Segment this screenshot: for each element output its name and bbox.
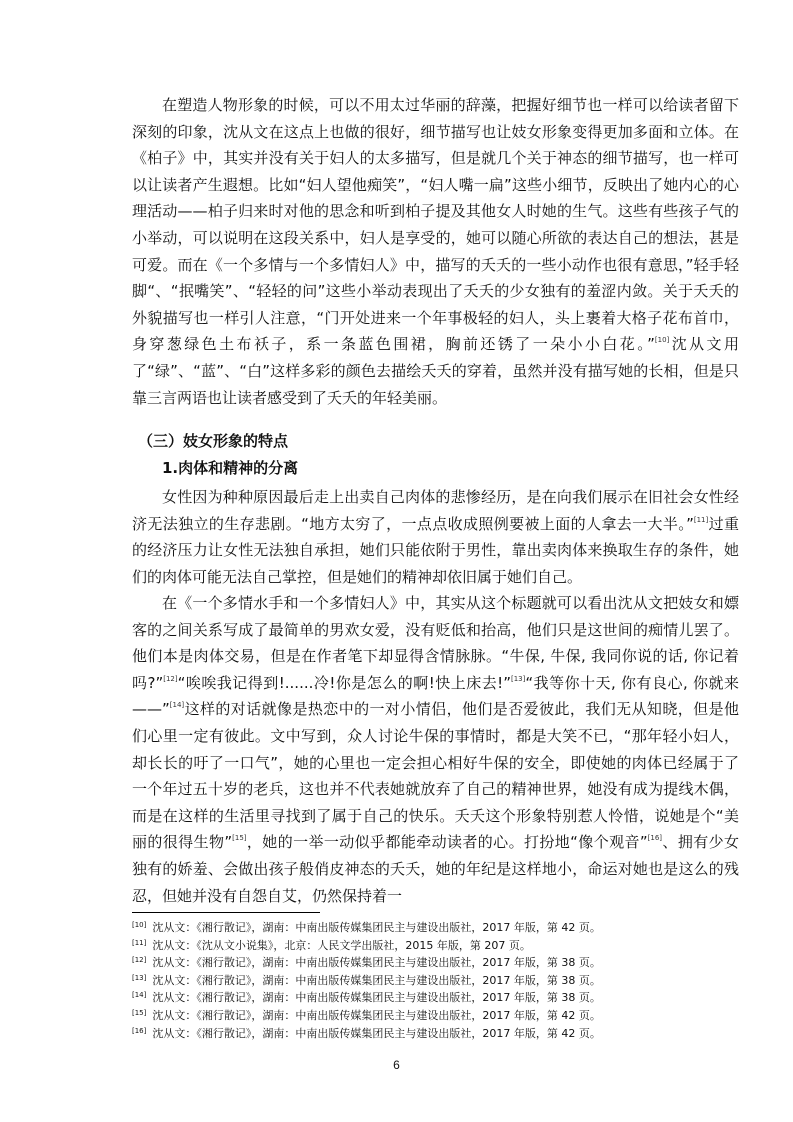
footnote-item bbox=[132, 918, 739, 936]
footnote-ref: [12] bbox=[163, 674, 178, 683]
subsection-heading: 1.肉体和精神的分离 bbox=[162, 459, 299, 477]
footnote-text: 沈从文：《湘行散记》，湖南：中南出版传媒集团民主与建设出版社，2017 年版，第 42 页。 bbox=[152, 1026, 601, 1040]
footnote-ref: [10] bbox=[654, 336, 670, 345]
footnote-ref: [11] bbox=[693, 515, 709, 524]
paragraph-text: 过重的经济压力让女性无法独自承担，她们只能依附于男性，靠出卖肉体来换取生存的条件，她们的肉体可能无法自己掌控，但是她们的精神却依旧属于她们自己。 bbox=[132, 514, 739, 586]
body-paragraph-3 bbox=[132, 590, 739, 909]
footnote-ref: [14] bbox=[169, 701, 185, 710]
footnote-ref: [15] bbox=[232, 834, 247, 843]
footnote-item bbox=[132, 988, 739, 1006]
footnote-number: [14] bbox=[132, 991, 147, 1000]
footnote-text: 沈从文：《湘行散记》，湖南：中南出版传媒集团民主与建设出版社，2017 年版，第 38 页。 bbox=[152, 973, 601, 987]
footnote-number: [15] bbox=[132, 1008, 147, 1017]
footnote-text: 沈从文：《湘行散记》，湖南：中南出版传媒集团民主与建设出版社，2017 年版，第 42 页。 bbox=[152, 921, 601, 934]
section-heading: （三）妓女形象的特点 bbox=[138, 432, 289, 450]
footnote-ref: [16] bbox=[647, 834, 663, 843]
paragraph-text: 在《一个多情水手和一个多情妇人》中，其实从这个标题就可以看出沈从文把妓女和嫖客的之间关系写成了最简单的男欢女爱，没有贬低和抬高，他们只是这世间的痴情儿罢了。他们本是肉体交易，但是在作者笔下却显得含情脉脉。“牛保, 牛保, 我同你说的话, 你记着吗?” bbox=[132, 594, 739, 692]
footnote-text: 沈从文：《湘行散记》，湖南：中南出版传媒集团民主与建设出版社，2017 年版，第 38 页。 bbox=[152, 956, 601, 970]
footnote-text: 沈从文：《湘行散记》，湖南：中南出版传媒集团民主与建设出版社，2017 年版，第 38 页。 bbox=[152, 991, 601, 1005]
footnote-text: 沈从文：《湘行散记》，湖南：中南出版传媒集团民主与建设出版社，2017 年版，第 42 页。 bbox=[152, 1008, 601, 1022]
footnote-separator bbox=[132, 912, 320, 913]
footnote-number: [16] bbox=[132, 1026, 147, 1035]
body-paragraph-1 bbox=[132, 92, 739, 411]
footnotes bbox=[132, 918, 739, 1041]
paragraph-text: 、拥有少女独有的娇羞、会做出孩子般俏皮神态的夭夭，她的年纪是这样地小，命运对她也是这么的残忍，但她并没有自怨自艾，仍然保持着一 bbox=[132, 833, 739, 905]
footnote-ref: [13] bbox=[510, 674, 526, 683]
footnote-item bbox=[132, 1006, 739, 1024]
paragraph-text: 沈从文用了“绿”、“蓝”、“白”这样多彩的颜色去描绘夭夭的穿着，虽然并没有描写她的长相，但是只靠三言两语也让读者感受到了夭夭的年轻美丽。 bbox=[132, 335, 739, 407]
footnote-text: 沈从文：《沈从文小说集》，北京：人民文学出版社，2015 年版，第 207 页。 bbox=[152, 938, 531, 952]
paragraph-text: 女性因为种种原因最后走上出卖自己肉体的悲惨经历，是在向我们展示在旧社会女性经济无法独立的生存悲剧。“地方太穷了，一点点收成照例要被上面的人拿去一大半。” bbox=[132, 488, 739, 533]
page-number: 6 bbox=[393, 1058, 400, 1072]
footnote-number: [13] bbox=[132, 973, 147, 982]
paragraph-text: “唉唉我记得到!......冷!你是怎么的啊!快上床去!” bbox=[177, 673, 511, 692]
footnote-item bbox=[132, 936, 739, 954]
footnote-item bbox=[132, 1024, 739, 1042]
footnote-item bbox=[132, 953, 739, 971]
paragraph-text: ，她的一举一动似乎都能牵动读者的心。打扮地“像个观音” bbox=[246, 833, 648, 852]
footnote-number: [12] bbox=[132, 956, 147, 965]
paragraph-text: 这样的对话就像是热恋中的一对小情侣，他们是否爱彼此，我们无从知晓，但是他们心里一定有彼此。文中写到，众人讨论牛保的事情时，都是大笑不已，“那年轻小妇人，却长长的吁了一口气”，她的心里也一定会担心相好牛保的安全，即使她的肉体已经属于了一个年过五十岁的老兵，这也并不代表她就放弃了自己的精神世界，她没有成为提线木偶，而是在这样的生活里寻找到了属于自己的快乐。夭夭这个形象特别惹人怜惜，说她是个“美丽的很得生物” bbox=[132, 700, 739, 852]
footnote-number: [11] bbox=[132, 938, 147, 947]
paragraph-text: 在塑造人物形象的时候，可以不用太过华丽的辞藻，把握好细节也一样可以给读者留下深刻的印象，沈从文在这点上也做的很好，细节描写也让妓女形象变得更加多面和立体。在《柏子》中，其实并没有关于妇人的太多描写，但是就几个关于神态的细节描写，也一样可以让读者产生遐想。比如“妇人望他痴笑”，“妇人嘴一扁”这些小细节，反映出了她内心的心理活动——柏子归来时对他的思念和听到柏子提及其他女人时她的生气。这些有些孩子气的小举动，可以说明在这段关系中，妇人是享受的，她可以随心所欲的表达自己的想法，甚是可爱。而在《一个多情与一个多情妇人》中，描写的夭夭的一些小动作也很有意思，”轻手轻脚“、“抿嘴笑”、“轻轻的问”这些小举动表现出了夭夭的少女独有的羞涩内敛。关于夭夭的外貌描写也一样引人注意，“门开处进来一个年事极轻的妇人，头上裹着大格子花布首巾，身穿葱绿色土布袄子，系一条蓝色围裙，胸前还锈了一朵小小白花。” bbox=[132, 96, 739, 354]
footnote-item bbox=[132, 971, 739, 989]
body-paragraph-2 bbox=[132, 484, 739, 590]
footnote-number: [10] bbox=[132, 921, 147, 929]
paragraph-text: “我等你十天, 你有良心, 你就来——” bbox=[132, 673, 739, 719]
